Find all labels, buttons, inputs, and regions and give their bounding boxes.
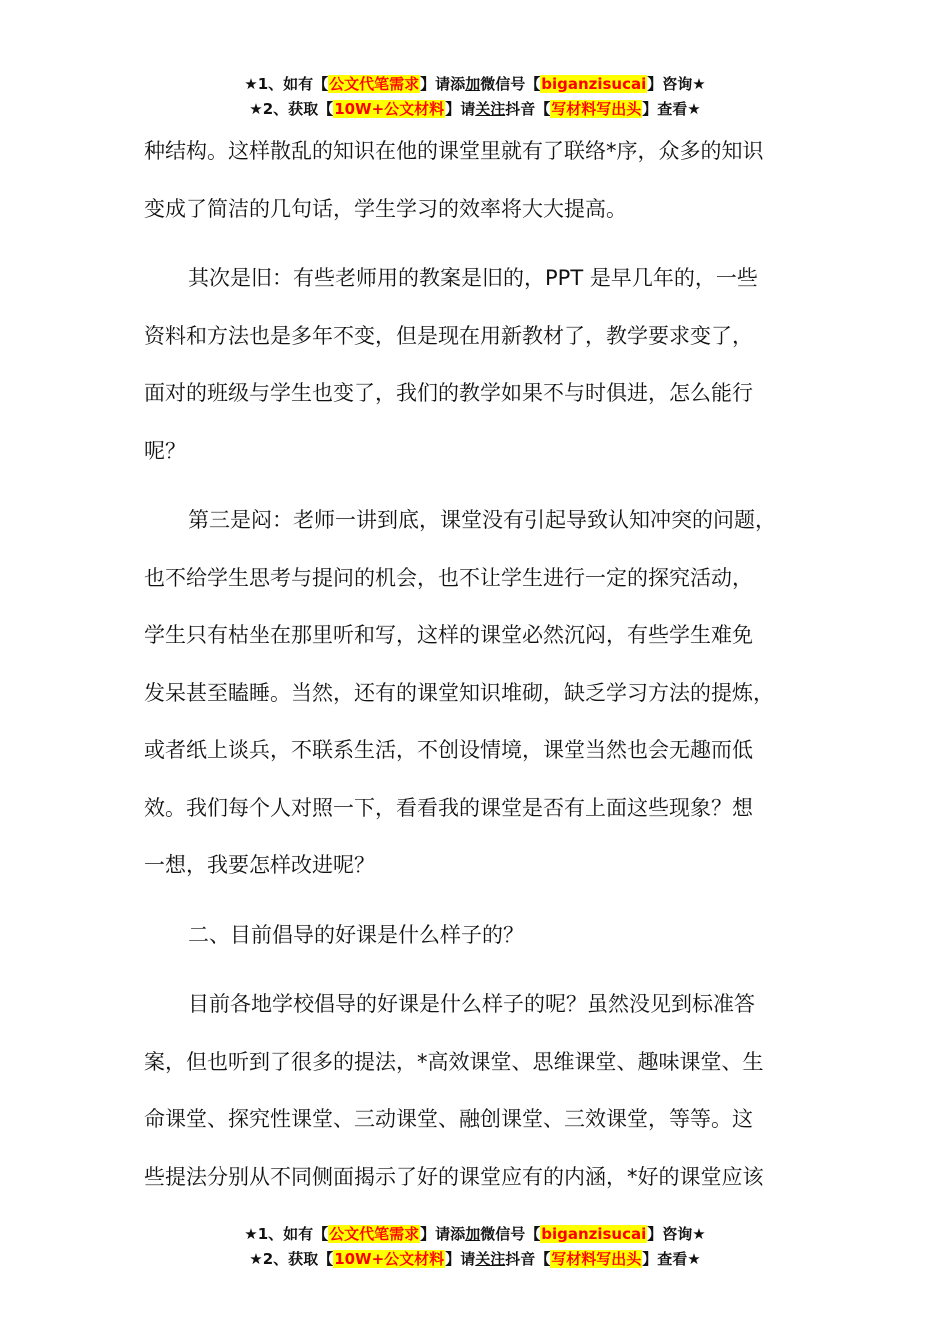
text-line: 呢？: [144, 438, 186, 463]
banner-text: 微信号【: [480, 75, 541, 93]
banner-highlight: 10W+公文材料: [334, 100, 445, 118]
banner-highlight: 公文代笔需求: [329, 1225, 420, 1243]
text-line: 发呆甚至瞌睡。当然，还有的课堂知识堆砌，缺乏学习方法的提炼，: [144, 680, 774, 705]
banner-underlined-text: 关注: [475, 1250, 506, 1268]
text-line: 些提法分别从不同侧面揭示了好的课堂应有的内涵，*好的课堂应该: [144, 1164, 764, 1189]
banner-highlight: biganzisucai: [541, 1225, 647, 1243]
banner-text: 抖音【: [505, 1250, 551, 1268]
banner-underlined-text: 加: [465, 1225, 481, 1243]
text-line: 资料和方法也是多年不变，但是现在用新教材了，教学要求变了，: [144, 323, 753, 348]
text-line: 效。我们每个人对照一下，看看我的课堂是否有上面这些现象？想: [144, 795, 753, 820]
banner-underlined-text: 加: [465, 75, 481, 93]
banner-text: ★2、获取【: [249, 1250, 334, 1268]
banner-text: 微信号【: [480, 1225, 541, 1243]
banner-underlined-text: 关注: [475, 100, 506, 118]
banner-text: 】请添: [420, 1225, 466, 1243]
banner-line-2: [0, 1247, 950, 1272]
bottom-banner: [0, 1222, 950, 1272]
banner-highlight: biganzisucai: [541, 75, 647, 93]
text-line: 目前各地学校倡导的好课是什么样子的呢？虽然没见到标准答: [188, 992, 755, 1016]
banner-highlight: 公文代笔需求: [329, 75, 420, 93]
banner-line-1: [0, 1222, 950, 1247]
banner-highlight: 写材料写出头: [551, 1250, 642, 1268]
banner-text: 】请: [445, 1250, 476, 1268]
text-line: 其次是旧：有些老师用的教案是旧的，PPT 是早几年的，一些: [188, 266, 758, 290]
text-line: 案，但也听到了很多的提法，*高效课堂、思维课堂、趣味课堂、生: [144, 1049, 764, 1074]
paragraph-4: [144, 976, 834, 1206]
text-line: 学生只有枯坐在那里听和写，这样的课堂必然沉闷，有些学生难免: [144, 623, 753, 647]
text-line: 命课堂、探究性课堂、三动课堂、融创课堂、三效课堂，等等。这: [144, 1107, 753, 1131]
top-banner: [0, 72, 950, 122]
banner-text: 】查看★: [642, 100, 701, 118]
banner-text: ★1、如有【: [244, 75, 329, 93]
banner-text: 抖音【: [505, 100, 551, 118]
banner-text: 】查看★: [642, 1250, 701, 1268]
banner-text: 】咨询★: [647, 75, 706, 93]
banner-text: ★2、获取【: [249, 100, 334, 118]
text-line: 一想，我要怎样改进呢？: [144, 853, 375, 877]
banner-line-1: [0, 72, 950, 97]
text-line: 或者纸上谈兵，不联系生活，不创设情境，课堂当然也会无趣而低: [144, 738, 753, 762]
banner-text: ★1、如有【: [244, 1225, 329, 1243]
banner-line-2: [0, 97, 950, 122]
paragraph-3: [144, 492, 834, 895]
text-line: 变成了简洁的几句话，学生学习的效率将大大提高。: [144, 196, 627, 221]
text-line: 第三是闷：老师一讲到底，课堂没有引起导致认知冲突的问题，: [188, 508, 776, 532]
section-heading: [144, 907, 834, 965]
text-line: 面对的班级与学生也变了，我们的教学如果不与时俱进，怎么能行: [144, 381, 753, 405]
text-line: 种结构。这样散乱的知识在他的课堂里就有了联络*序，众多的知识: [144, 139, 764, 163]
banner-text: 】咨询★: [647, 1225, 706, 1243]
document-body: [144, 123, 834, 1206]
paragraph-2: [144, 250, 834, 480]
banner-highlight: 10W+公文材料: [334, 1250, 445, 1268]
banner-text: 】请添: [420, 75, 466, 93]
banner-highlight: 写材料写出头: [551, 100, 642, 118]
heading-text: 二、目前倡导的好课是什么样子的？: [188, 922, 524, 947]
text-line: 也不给学生思考与提问的机会，也不让学生进行一定的探究活动，: [144, 565, 753, 590]
banner-text: 】请: [445, 100, 476, 118]
paragraph-1: [144, 123, 834, 238]
